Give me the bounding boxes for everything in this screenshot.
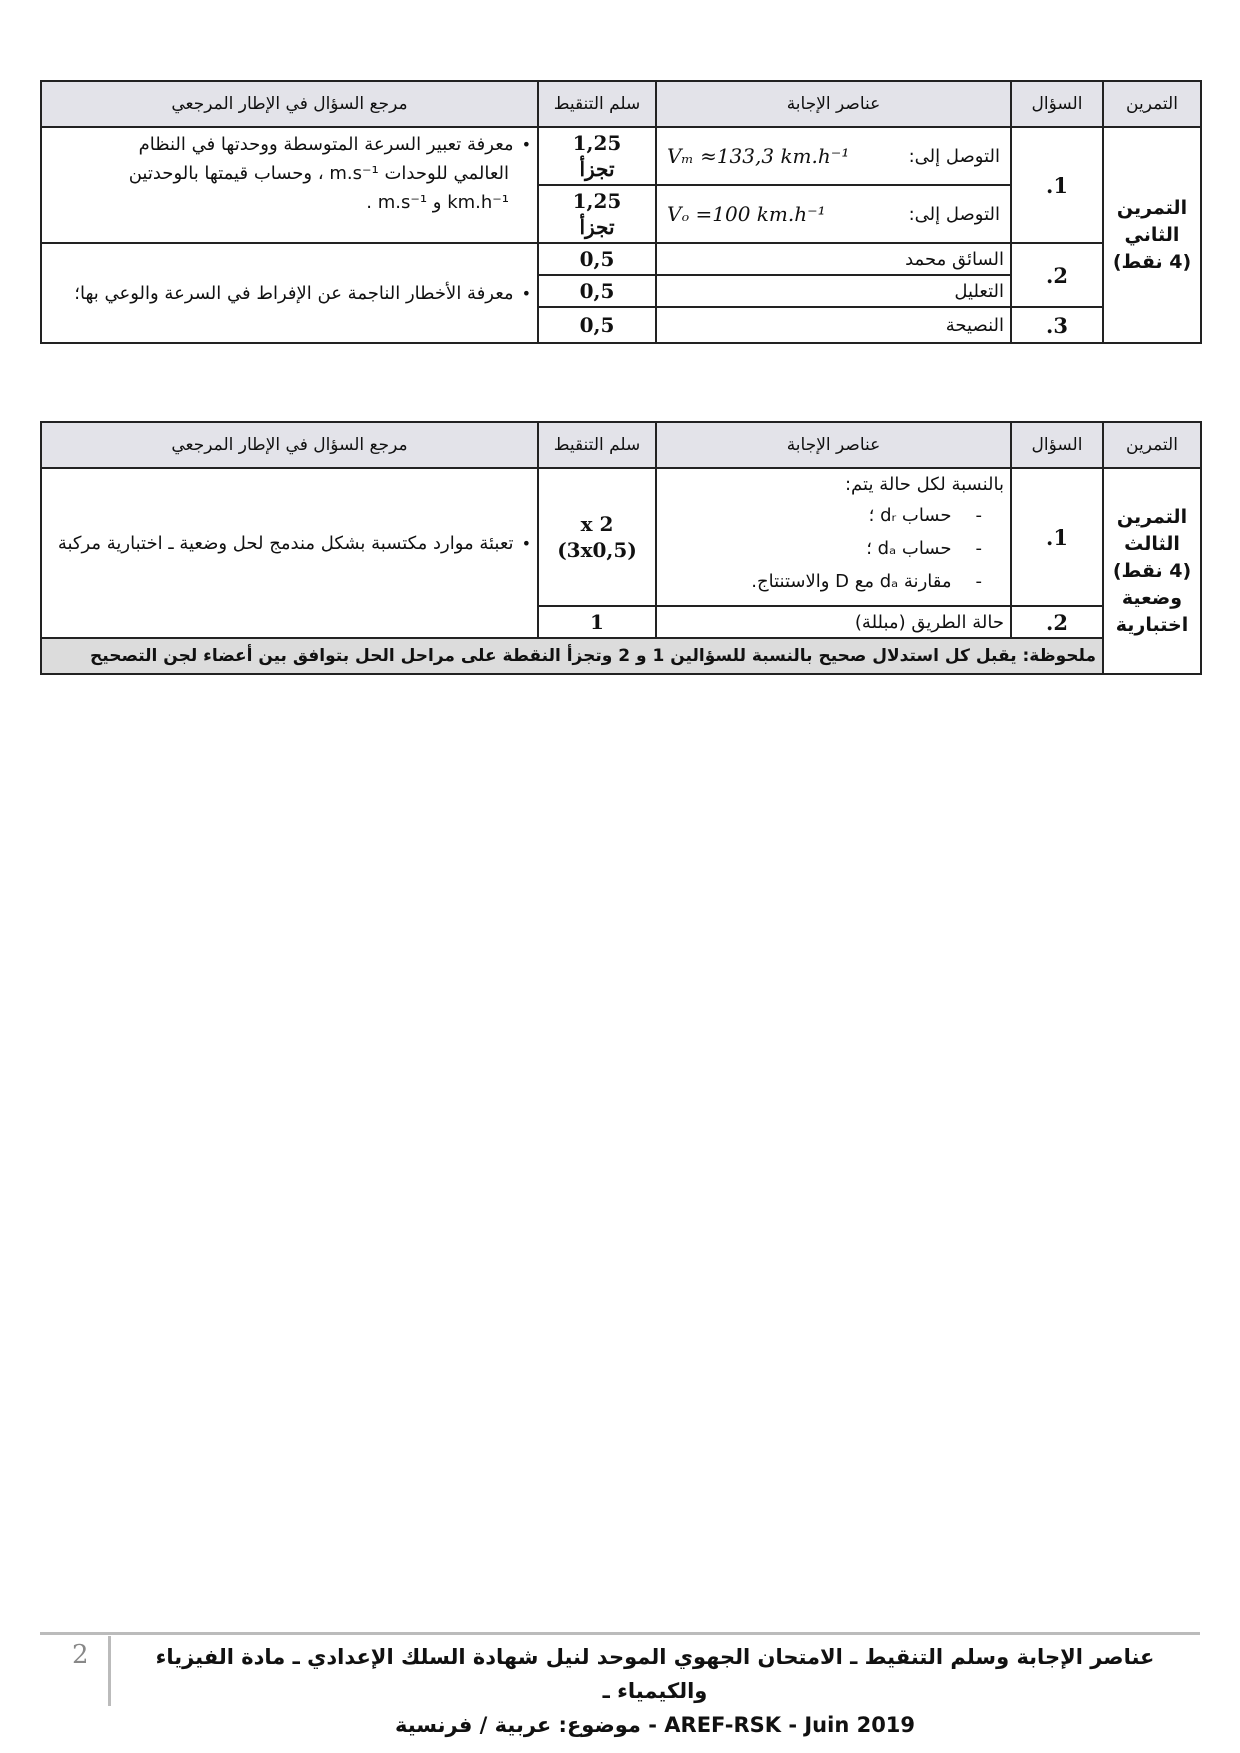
reference-text: معرفة الأخطار الناجمة عن الإفراط في السرعة والوعي بها؛ bbox=[74, 282, 514, 304]
answer-cell bbox=[656, 468, 1011, 606]
question-number: .2 bbox=[1011, 243, 1103, 307]
reference-text: معرفة تعبير السرعة المتوسطة ووحدتها في النظام bbox=[138, 134, 514, 155]
table-row bbox=[41, 468, 1201, 606]
reference-text: العالمي للوحدات m.s⁻¹ ، وحساب قيمتها بالوحدتين bbox=[128, 163, 509, 184]
footer-line-1: عناصر الإجابة وسلم التنقيط ـ الامتحان الجهوي الموحد لنيل شهادة السلك الإعدادي ـ مادة الفيزياء والكيمياء ـ bbox=[155, 1645, 1155, 1703]
score-note: (3x0,5) bbox=[557, 538, 637, 562]
header-row bbox=[41, 422, 1201, 468]
page-number-divider bbox=[108, 1636, 111, 1706]
exercise-2-table bbox=[40, 80, 1202, 344]
header-question: السؤال bbox=[1011, 422, 1103, 468]
note-row bbox=[41, 638, 1201, 674]
header-exercise: التمرين bbox=[1103, 81, 1201, 127]
answer-label: التوصل إلى: bbox=[908, 145, 1000, 167]
dash-icon: - bbox=[975, 505, 982, 526]
header-reference: مرجع السؤال في الإطار المرجعي bbox=[41, 81, 538, 127]
header-reference: مرجع السؤال في الإطار المرجعي bbox=[41, 422, 538, 468]
score-cell bbox=[538, 468, 656, 606]
answer-label: التوصل إلى: bbox=[908, 203, 1000, 225]
score-value: 1,25 bbox=[572, 131, 622, 155]
answer-cell: حالة الطريق (مبللة) bbox=[656, 606, 1011, 638]
score-value: 2 x bbox=[580, 512, 614, 536]
score-cell: 0,5 bbox=[538, 243, 656, 275]
question-number: .3 bbox=[1011, 307, 1103, 343]
list-item-text: حساب dₐ ؛ bbox=[866, 538, 952, 559]
list-item bbox=[663, 532, 1004, 565]
bullet-icon: • bbox=[521, 135, 531, 154]
exercise-3-table bbox=[40, 421, 1202, 675]
exercise-name: التمرين bbox=[1116, 196, 1188, 219]
reference-text: km.h⁻¹ و m.s⁻¹ . bbox=[366, 192, 509, 213]
list-item bbox=[663, 565, 1004, 598]
answer-cell: التعليل bbox=[656, 275, 1011, 307]
header-row bbox=[41, 81, 1201, 127]
score-value: 1,25 bbox=[572, 189, 622, 213]
exercise-type: اختبارية bbox=[1115, 613, 1189, 636]
header-score: سلم التنقيط bbox=[538, 422, 656, 468]
header-answer: عناصر الإجابة bbox=[656, 422, 1011, 468]
header-answer: عناصر الإجابة bbox=[656, 81, 1011, 127]
score-cell bbox=[538, 185, 656, 243]
reference-line bbox=[48, 529, 531, 558]
question-number: .1 bbox=[1011, 468, 1103, 606]
exercise-points: (4 نقط) bbox=[1112, 559, 1192, 582]
answer-formula: Vₒ =100 km.h⁻¹ bbox=[667, 202, 826, 226]
exercise-ordinal: الثاني bbox=[1124, 223, 1180, 246]
exercise-ordinal: الثالث bbox=[1124, 532, 1180, 555]
reference-cell bbox=[41, 127, 538, 243]
question-number: .1 bbox=[1011, 127, 1103, 243]
answer-cell bbox=[656, 127, 1011, 185]
reference-text: تعبئة موارد مكتسبة بشكل مندمج لحل وضعية ـ اختبارية مركبة bbox=[57, 533, 514, 554]
exercise-type: وضعية bbox=[1121, 586, 1183, 609]
score-note: تجزأ bbox=[579, 215, 615, 239]
score-note: تجزأ bbox=[579, 157, 615, 181]
answer-cell: السائق محمد bbox=[656, 243, 1011, 275]
list-item bbox=[663, 499, 1004, 532]
exercise-points: (4 نقط) bbox=[1112, 250, 1192, 273]
note-text: ملحوظة: يقبل كل استدلال صحيح بالنسبة للسؤالين 1 و 2 وتجزأ النقطة على مراحل الحل بتوافق بين أعضاء لجن التصحيح bbox=[41, 638, 1103, 674]
answer-intro: بالنسبة لكل حالة يتم: bbox=[844, 474, 1004, 495]
footer-divider bbox=[40, 1632, 1200, 1635]
reference-cell bbox=[41, 243, 538, 343]
answer-cell: النصيحة bbox=[656, 307, 1011, 343]
score-cell bbox=[538, 127, 656, 185]
dash-icon: - bbox=[975, 571, 982, 592]
exercise-label bbox=[1103, 127, 1201, 343]
reference-line bbox=[48, 130, 531, 159]
header-exercise: التمرين bbox=[1103, 422, 1201, 468]
bullet-icon: • bbox=[521, 534, 531, 553]
list-item-text: مقارنة dₐ مع D والاستنتاج. bbox=[751, 571, 952, 592]
question-number: .2 bbox=[1011, 606, 1103, 638]
score-cell: 0,5 bbox=[538, 307, 656, 343]
answer-formula: Vₘ ≈133,3 km.h⁻¹ bbox=[667, 144, 850, 168]
list-item-text: حساب dᵣ ؛ bbox=[868, 505, 952, 526]
exercise-name: التمرين bbox=[1116, 505, 1188, 528]
answer-cell bbox=[656, 185, 1011, 243]
reference-line bbox=[48, 279, 531, 308]
score-cell: 0,5 bbox=[538, 275, 656, 307]
footer bbox=[140, 1640, 1170, 1742]
footer-line-2: AREF-RSK - Juin 2019 - موضوع: عربية / فرنسية bbox=[394, 1713, 916, 1737]
table-row bbox=[41, 243, 1201, 275]
table-row bbox=[41, 127, 1201, 185]
header-question: السؤال bbox=[1011, 81, 1103, 127]
bullet-icon: • bbox=[521, 283, 531, 303]
header-score: سلم التنقيط bbox=[538, 81, 656, 127]
dash-icon: - bbox=[975, 538, 982, 559]
score-cell: 1 bbox=[538, 606, 656, 638]
page-number: 2 bbox=[72, 1640, 89, 1670]
exercise-label bbox=[1103, 468, 1201, 674]
reference-cell bbox=[41, 468, 538, 638]
